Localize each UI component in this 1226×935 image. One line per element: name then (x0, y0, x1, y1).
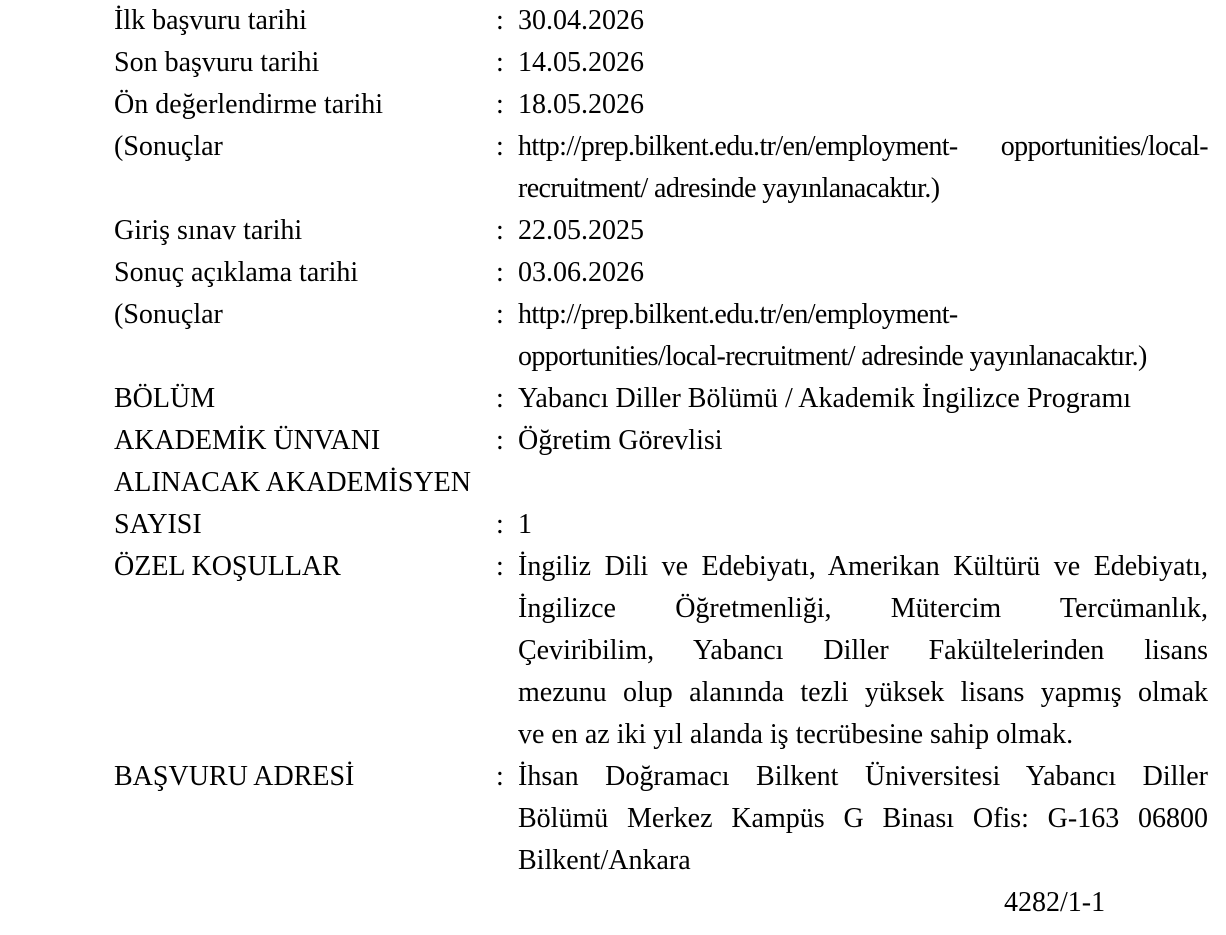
special-conditions-line: mezunu olup alanında tezli yüksek lisans yapmış olmak (518, 677, 1208, 708)
separator-colon: : (496, 509, 504, 540)
separator-colon: : (496, 425, 504, 456)
results-url-line: opportunities/local-recruitment/ adresinde yayınlanacaktır.) (518, 341, 1147, 372)
department-label: BÖLÜM (114, 383, 216, 414)
result-announcement-date-value: 03.06.2026 (518, 257, 644, 288)
result-announcement-date-label: Sonuç açıklama tarihi (114, 257, 359, 288)
application-address-value (518, 756, 1208, 882)
separator-colon: : (496, 131, 504, 162)
special-conditions-line: ve en az iki yıl alanda iş tecrübesine sahip olmak. (518, 719, 1074, 750)
department-value: Yabancı Diller Bölümü / Akademik İngilizce Programı (518, 383, 1132, 414)
application-address-line: İhsan Doğramacı Bilkent Üniversitesi Yabancı Diller (518, 761, 1208, 792)
results-url-line[interactable]: http://prep.bilkent.edu.tr/en/employment- (518, 299, 958, 330)
separator-colon: : (496, 47, 504, 78)
number-of-academics-label (114, 462, 471, 546)
special-conditions-line: İngilizce Öğretmenliği, Mütercim Tercümanlık, (518, 593, 1208, 624)
results-url-line[interactable]: http://prep.bilkent.edu.tr/en/employment- opportunities/local- (518, 131, 1208, 162)
first-application-date-value: 30.04.2026 (518, 5, 644, 36)
pre-evaluation-date-value: 18.05.2026 (518, 89, 644, 120)
application-address-line: Bölümü Merkez Kampüs G Binası Ofis: G-163 06800 (518, 803, 1208, 834)
number-of-academics-label-line: SAYISI (114, 509, 202, 540)
results-url-line: recruitment/ adresinde yayınlanacaktır.) (518, 173, 940, 204)
results-label: (Sonuçlar (114, 299, 223, 330)
special-conditions-line: İngiliz Dili ve Edebiyatı, Amerikan Kültürü ve Edebiyatı, (518, 551, 1208, 582)
separator-colon: : (496, 299, 504, 330)
academic-title-value: Öğretim Görevlisi (518, 425, 723, 456)
application-address-line: Bilkent/Ankara (518, 845, 691, 876)
separator-colon: : (496, 5, 504, 36)
separator-colon: : (496, 257, 504, 288)
separator-colon: : (496, 89, 504, 120)
special-conditions-line: Çeviribilim, Yabancı Diller Fakültelerinden lisans (518, 635, 1208, 666)
separator-colon: : (496, 383, 504, 414)
final-results-value (518, 294, 1208, 378)
results-label: (Sonuçlar (114, 131, 223, 162)
last-application-date-label: Son başvuru tarihi (114, 47, 320, 78)
separator-colon: : (496, 761, 504, 792)
academic-title-label: AKADEMİK ÜNVANI (114, 425, 381, 456)
entrance-exam-date-value: 22.05.2025 (518, 215, 644, 246)
pre-evaluation-date-label: Ön değerlendirme tarihi (114, 89, 384, 120)
application-address-label: BAŞVURU ADRESİ (114, 761, 355, 792)
number-of-academics-value: 1 (518, 509, 532, 540)
reference-number: 4282/1-1 (1004, 887, 1106, 918)
separator-colon: : (496, 215, 504, 246)
entrance-exam-date-label: Giriş sınav tarihi (114, 215, 303, 246)
last-application-date-value: 14.05.2026 (518, 47, 644, 78)
first-application-date-label: İlk başvuru tarihi (114, 5, 307, 36)
special-conditions-label: ÖZEL KOŞULLAR (114, 551, 341, 582)
pre-evaluation-results-value (518, 126, 1208, 210)
separator-colon: : (496, 551, 504, 582)
number-of-academics-label-line: ALINACAK AKADEMİSYEN (114, 467, 471, 498)
special-conditions-value (518, 546, 1208, 756)
